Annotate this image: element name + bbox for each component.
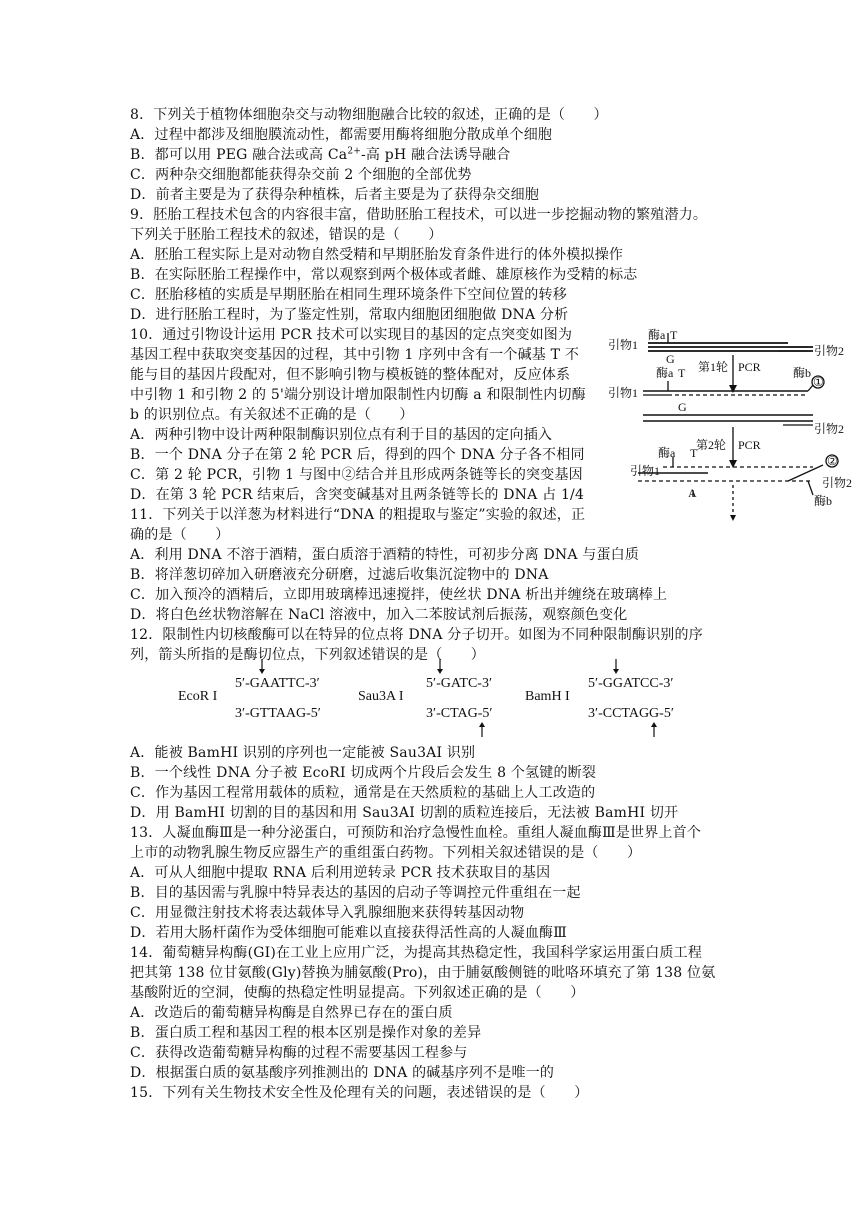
q12-option-d: D．用 BamHI 切割的目的基因和用 Sau3AI 切割的质粒连接后，无法被 BamHI 切开 bbox=[130, 805, 679, 821]
pcr-round1-base-t-label: T bbox=[678, 366, 686, 380]
enzyme-bamhi-name: BamH I bbox=[525, 689, 570, 704]
q10-stem-line1: 10．通过引物设计运用 PCR 技术可以实现目的基因的定点突变如图为 bbox=[130, 327, 573, 343]
q8-option-a: A．过程中都涉及细胞膜流动性，都需要用酶将细胞分散成单个细胞 bbox=[130, 127, 553, 143]
q11-stem-line1: 11．下列关于以洋葱为材料进行“DNA 的粗提取与鉴定”实验的叙述，正 bbox=[130, 507, 586, 523]
q14-stem-line1: 14．葡萄糖异构酶(GI)在工业上应用广泛，为提高其热稳定性，我国科学家运用蛋白质工程 bbox=[130, 945, 703, 961]
enzyme-bamhi-bottom-seq: 3′-CCTAGG-5′ bbox=[588, 706, 674, 721]
pcr-round2-enzyme-b-label: 酶b bbox=[814, 494, 833, 508]
q14-stem-line3: 基酸附近的空洞，使酶的热稳定性明显提高。下列叙述正确的是（ ） bbox=[130, 985, 585, 1001]
q9-option-d: D．进行胚胎工程时，为了鉴定性别，常取内细胞团细胞做 DNA 分析 bbox=[130, 307, 569, 323]
q14-stem-line2: 把其第 138 位甘氨酸(Gly)替换为脯氨酸(Pro)，由于脯氨酸侧链的吡咯环填充了第 138 位氨 bbox=[130, 965, 716, 981]
q14-option-b: B．蛋白质工程和基因工程的根本区别是操作对象的差异 bbox=[130, 1025, 482, 1041]
enzyme-bamhi-top-seq: 5′-GGATCC-3′ bbox=[588, 676, 674, 691]
pcr-round1-primer1-label: 引物1 bbox=[608, 386, 639, 400]
pcr-round2-primer2-label: 引物2 bbox=[822, 476, 853, 490]
q9-option-b: B．在实际胚胎工程操作中，常以观察到两个极体或者雌、雄原核作为受精的标志 bbox=[130, 267, 638, 283]
q10-option-a: A．两种引物中设计两种限制酶识别位点有利于目的基因的定向插入 bbox=[130, 427, 553, 443]
pcr-round1-enzyme-b-label: 酶b bbox=[793, 366, 812, 380]
q8-stem: 8．下列关于植物体细胞杂交与动物细胞融合比较的叙述，正确的是（ ） bbox=[130, 107, 608, 123]
q13-option-b: B．目的基因需与乳腺中特异表达的基因的启动子等调控元件重组在一起 bbox=[130, 885, 581, 901]
q10-option-d: D．在第 3 轮 PCR 结束后，含突变碱基对且两条链等长的 DNA 占 1/4 bbox=[130, 487, 585, 503]
q11-option-b: B．将洋葱切碎加入研磨液充分研磨，过滤后收集沉淀物中的 DNA bbox=[130, 567, 549, 583]
pcr-round2-label: 第2轮 bbox=[696, 438, 727, 452]
q11-option-c: C．加入预冷的酒精后，立即用玻璃棒迅速搅拌，使丝状 DNA 析出并缠绕在玻璃棒上 bbox=[130, 587, 668, 603]
q13-stem-line2: 上市的动物乳腺生物反应器生产的重组蛋白药物。下列相关叙述错误的是（ ） bbox=[130, 845, 642, 861]
q12-option-b: B．一个线性 DNA 分子被 EcoRI 切成两个片段后会发生 8 个氢键的断裂 bbox=[130, 765, 597, 781]
restriction-enzyme-figure bbox=[170, 655, 710, 740]
q15-stem: 15．下列有关生物技术安全性及伦理有关的问题，表述错误的是（ ） bbox=[130, 1085, 589, 1101]
q9-option-c: C．胚胎移植的实质是早期胚胎在相同生理环境条件下空间位置的转移 bbox=[130, 287, 567, 303]
q8-option-b bbox=[130, 145, 510, 165]
q14-option-a: A．改造后的葡萄糖异构酶是自然界已存在的蛋白质 bbox=[130, 1005, 453, 1021]
q14-option-d: D．根据蛋白质的氨基酸序列推测出的 DNA 的碱基序列不是唯一的 bbox=[130, 1065, 555, 1081]
q10-stem-line4: 中引物 1 和引物 2 的 5'端分别设计增加限制性内切酶 a 和限制性内切酶 bbox=[130, 387, 586, 403]
q12-stem-line1: 12．限制性内切核酸酶可以在特异的位点将 DNA 分子切开。如图为不同种限制酶识别的序 bbox=[130, 627, 703, 643]
enzyme-ecori-bottom-seq: 3′-GTTAAG-5′ bbox=[235, 706, 321, 721]
pcr-round1-label: 第1轮 bbox=[698, 360, 729, 374]
q10-stem-line5: b 的识别位点。有关叙述不正确的是（ ） bbox=[130, 407, 414, 423]
q12-option-c: C．作为基因工程常用载体的质粒，通常是在天然质粒的基础上人工改造的 bbox=[130, 785, 596, 801]
q14-option-c: C．获得改造葡萄糖异构酶的过程不需要基因工程参与 bbox=[130, 1045, 468, 1061]
q13-option-c: C．用显微注射技术将表达载体导入乳腺细胞来获得转基因动物 bbox=[130, 905, 525, 921]
q10-option-c: C．第 2 轮 PCR，引物 1 与图中②结合并且形成两条链等长的突变基因 bbox=[130, 467, 583, 483]
pcr-round1-base-g-label: G bbox=[678, 400, 687, 414]
q13-option-d: D．若用大肠杆菌作为受体细胞可能难以直接获得活性高的人凝血酶Ⅲ bbox=[130, 925, 567, 941]
pcr-round1-enzyme-a-label: 酶a bbox=[656, 366, 674, 380]
pcr-round2-primer1-label: 引物1 bbox=[630, 464, 661, 478]
q9-stem-line1: 9．胚胎工程技术包含的内容很丰富，借助胚胎工程技术，可以进一步挖掘动物的繁殖潜力。 bbox=[130, 207, 708, 223]
enzyme-sau3ai-bottom-seq: 3′-CTAG-5′ bbox=[426, 706, 493, 721]
pcr-round2-base-t-label: T bbox=[690, 446, 698, 460]
pcr-mutation-diagram bbox=[608, 325, 860, 525]
pcr-round1-pcr-label: PCR bbox=[738, 360, 761, 374]
q13-option-a: A．可从人细胞中提取 RNA 后利用逆转录 PCR 技术获取目的基因 bbox=[130, 865, 551, 881]
pcr-round2-base-a-label: A bbox=[688, 486, 697, 500]
pcr-round2-pcr-label: PCR bbox=[738, 438, 761, 452]
q11-stem-line2: 确的是（ ） bbox=[130, 527, 230, 543]
pcr-primer2-label: 引物2 bbox=[814, 344, 845, 358]
enzyme-sau3ai-name: Sau3A I bbox=[358, 689, 404, 704]
enzyme-ecori-top-seq: 5′-GAATTC-3′ bbox=[235, 676, 320, 691]
q11-option-d: D．将白色丝状物溶解在 NaCl 溶液中，加入二苯胺试剂后振荡，观察颜色变化 bbox=[130, 607, 628, 623]
q9-option-a: A．胚胎工程实际上是对动物自然受精和早期胚胎发育条件进行的体外模拟操作 bbox=[130, 247, 624, 263]
q13-stem-line1: 13．人凝血酶Ⅲ是一种分泌蛋白，可预防和治疗急慢性血栓。重组人凝血酶Ⅲ是世界上首个 bbox=[130, 825, 702, 841]
pcr-primer1-label: 引物1 bbox=[608, 338, 639, 352]
q9-stem-line2: 下列关于胚胎工程技术的叙述，错误的是（ ） bbox=[130, 227, 443, 243]
enzyme-ecori-name: EcoR I bbox=[178, 689, 218, 704]
pcr-circle-2: ② bbox=[827, 454, 838, 468]
pcr-round1-primer2-label: 引物2 bbox=[814, 422, 845, 436]
pcr-base-t-label: T bbox=[670, 328, 678, 342]
q10-stem-line3: 能与目的基因片段配对，但不影响引物与模板链的整体配对，反应体系 bbox=[130, 367, 571, 383]
pcr-enzyme-a-label: 酶a bbox=[648, 328, 666, 342]
q12-option-a: A．能被 BamHI 识别的序列也一定能被 Sau3AI 识别 bbox=[130, 745, 476, 761]
pcr-base-g-label: G bbox=[666, 352, 675, 366]
q8-option-c: C．两种杂交细胞都能获得杂交前 2 个细胞的全部优势 bbox=[130, 167, 472, 183]
pcr-round2-enzyme-a-label: 酶a bbox=[658, 446, 676, 460]
enzyme-sau3ai-top-seq: 5′-GATC-3′ bbox=[426, 676, 493, 691]
q11-option-a: A．利用 DNA 不溶于酒精，蛋白质溶于酒精的特性，可初步分离 DNA 与蛋白质 bbox=[130, 547, 640, 563]
q8-option-d: D．前者主要是为了获得杂种植株，后者主要是为了获得杂交细胞 bbox=[130, 187, 540, 203]
q10-stem-line2: 基因工程中获取突变基因的过程，其中引物 1 序列中含有一个碱基 T 不 bbox=[130, 347, 580, 363]
q10-option-b: B．一个 DNA 分子在第 2 轮 PCR 后，得到的四个 DNA 分子各不相同 bbox=[130, 447, 585, 463]
q8-option-b-part2: -高 pH 融合法诱导融合 bbox=[361, 147, 511, 163]
q8-option-b-superscript: 2+ bbox=[347, 146, 361, 157]
pcr-circle-1: ① bbox=[813, 375, 824, 389]
q12-stem-line2: 列，箭头所指的是酶切位点，下列叙述错误的是（ ） bbox=[130, 647, 485, 663]
q8-option-b-part1: B．都可以用 PEG 融合法或高 Ca bbox=[130, 147, 348, 163]
